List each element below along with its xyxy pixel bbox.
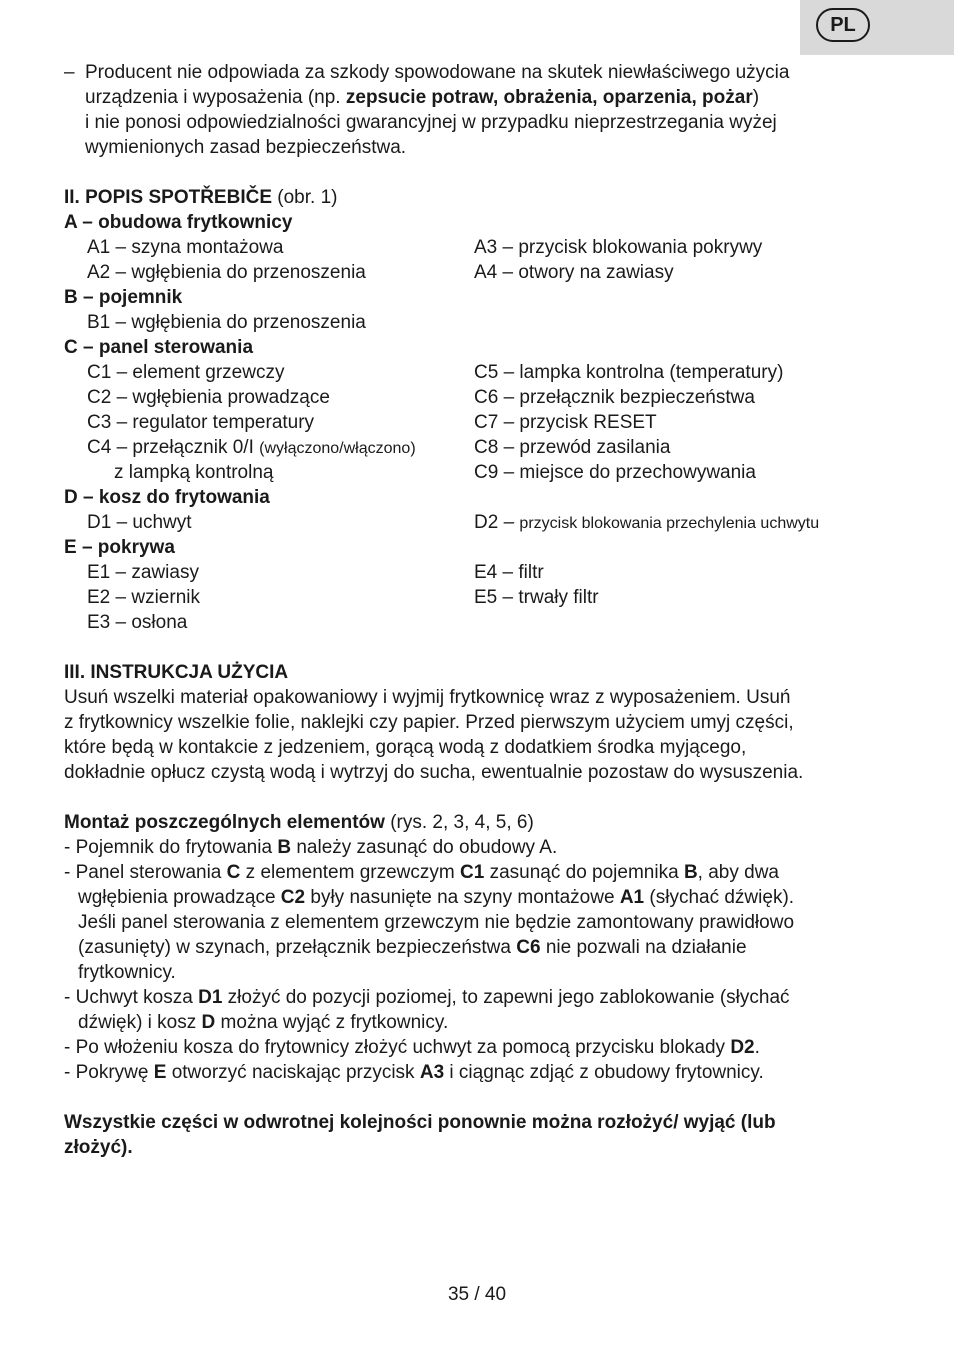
assembly-step-2-line-3: Jeśli panel sterowania z elementem grzewczym nie będzie zamontowany prawidłowo <box>78 912 795 933</box>
part-c6: C6 – przełącznik bezpieczeństwa <box>474 387 755 408</box>
part-c4-continuation: z lampką kontrolną <box>114 462 274 483</box>
assembly-step-2: - Panel sterowania C z elementem grzewczym C1 zasunąć do pojemnika B, aby dwa <box>64 862 779 883</box>
part-d-heading: D – kosz do frytowania <box>64 487 270 508</box>
part-e3: E3 – osłona <box>87 612 188 633</box>
closing-note-line-2: złożyć). <box>64 1137 133 1158</box>
part-c8: C8 – przewód zasilania <box>474 437 671 458</box>
assembly-step-4: - Po włożeniu kosza do frytownicy złożyć uchwyt za pomocą przycisku blokady D2. <box>64 1037 760 1058</box>
part-a4: A4 – otwory na zawiasy <box>474 262 674 283</box>
instructions-line-3: które będą w kontakcie z jedzeniem, gorącą wodą z dodatkiem środka myjącego, <box>64 737 747 758</box>
part-b-heading: B – pojemnik <box>64 287 183 308</box>
section-3-heading: III. INSTRUKCJA UŻYCIA <box>64 662 289 683</box>
part-c1: C1 – element grzewczy <box>87 362 285 383</box>
part-d1: D1 – uchwyt <box>87 512 192 533</box>
part-a-heading: A – obudowa frytkownicy <box>64 212 293 233</box>
instructions-line-1: Usuń wszelki materiał opakowaniowy i wyjmij frytkownicę wraz z wyposażeniem. Usuń <box>64 687 791 708</box>
assembly-step-2-line-5: frytkownicy. <box>78 962 176 983</box>
part-c3: C3 – regulator temperatury <box>87 412 315 433</box>
instructions-line-2: z frytkownicy wszelkie folie, naklejki czy papier. Przed pierwszym użyciem umyj części, <box>64 712 794 733</box>
assembly-step-2-line-2: wgłębienia prowadzące C2 były nasunięte na szyny montażowe A1 (słychać dźwięk). <box>78 887 795 908</box>
assembly-step-2-line-4: (zasunięty) w szynach, przełącznik bezpieczeństwa C6 nie pozwali na działanie <box>78 937 747 958</box>
language-tab <box>800 0 954 55</box>
intro-line-4: wymienionych zasad bezpieczeństwa. <box>85 137 407 158</box>
intro-line-2: urządzenia i wyposażenia (np. zepsucie potraw, obrażenia, oparzenia, pożar) <box>85 87 760 108</box>
part-a3: A3 – przycisk blokowania pokrywy <box>474 237 763 258</box>
part-c-heading: C – panel sterowania <box>64 337 254 358</box>
intro-dash: – <box>64 62 75 83</box>
part-c2: C2 – wgłębienia prowadzące <box>87 387 330 408</box>
part-e-heading: E – pokrywa <box>64 537 175 558</box>
part-c4: C4 – przełącznik 0/I (wyłączono/włączono) <box>87 437 416 458</box>
page-number: 35 / 40 <box>447 1284 507 1305</box>
part-c5: C5 – lampka kontrolna (temperatury) <box>474 362 784 383</box>
part-c9: C9 – miejsce do przechowywania <box>474 462 756 483</box>
assembly-step-1: - Pojemnik do frytowania B należy zasunąć do obudowy A. <box>64 837 558 858</box>
part-d2: D2 – przycisk blokowania przechylenia uchwytu <box>474 512 820 533</box>
assembly-step-5: - Pokrywę E otworzyć naciskając przycisk A3 i ciągnąc zdjąć z obudowy frytownicy. <box>64 1062 764 1083</box>
instructions-line-4: dokładnie opłucz czystą wodą i wytrzyj do sucha, ewentualnie pozostaw do wysuszenia. <box>64 762 804 783</box>
section-2-heading: II. POPIS SPOTŘEBIČE (obr. 1) <box>64 187 338 208</box>
assembly-step-3-line-2: dźwięk) i kosz D można wyjąć z frytkownicy. <box>78 1012 449 1033</box>
closing-note-line-1: Wszystkie części w odwrotnej kolejności ponownie można rozłożyć/ wyjąć (lub <box>64 1112 776 1133</box>
part-b1: B1 – wgłębienia do przenoszenia <box>87 312 366 333</box>
language-badge: PL <box>816 8 870 42</box>
part-e1: E1 – zawiasy <box>87 562 199 583</box>
part-a2: A2 – wgłębienia do przenoszenia <box>87 262 366 283</box>
assembly-heading: Montaż poszczególnych elementów (rys. 2, 3, 4, 5, 6) <box>64 812 534 833</box>
assembly-step-3: - Uchwyt kosza D1 złożyć do pozycji poziomej, to zapewni jego zablokowanie (słychać <box>64 987 790 1008</box>
part-e4: E4 – filtr <box>474 562 544 583</box>
part-c7: C7 – przycisk RESET <box>474 412 657 433</box>
intro-line-1: Producent nie odpowiada za szkody spowodowane na skutek niewłaściwego użycia <box>85 62 790 83</box>
part-a1: A1 – szyna montażowa <box>87 237 284 258</box>
part-e2: E2 – wziernik <box>87 587 200 608</box>
intro-line-3: i nie ponosi odpowiedzialności gwarancyjnej w przypadku nieprzestrzegania wyżej <box>85 112 777 133</box>
part-e5: E5 – trwały filtr <box>474 587 599 608</box>
